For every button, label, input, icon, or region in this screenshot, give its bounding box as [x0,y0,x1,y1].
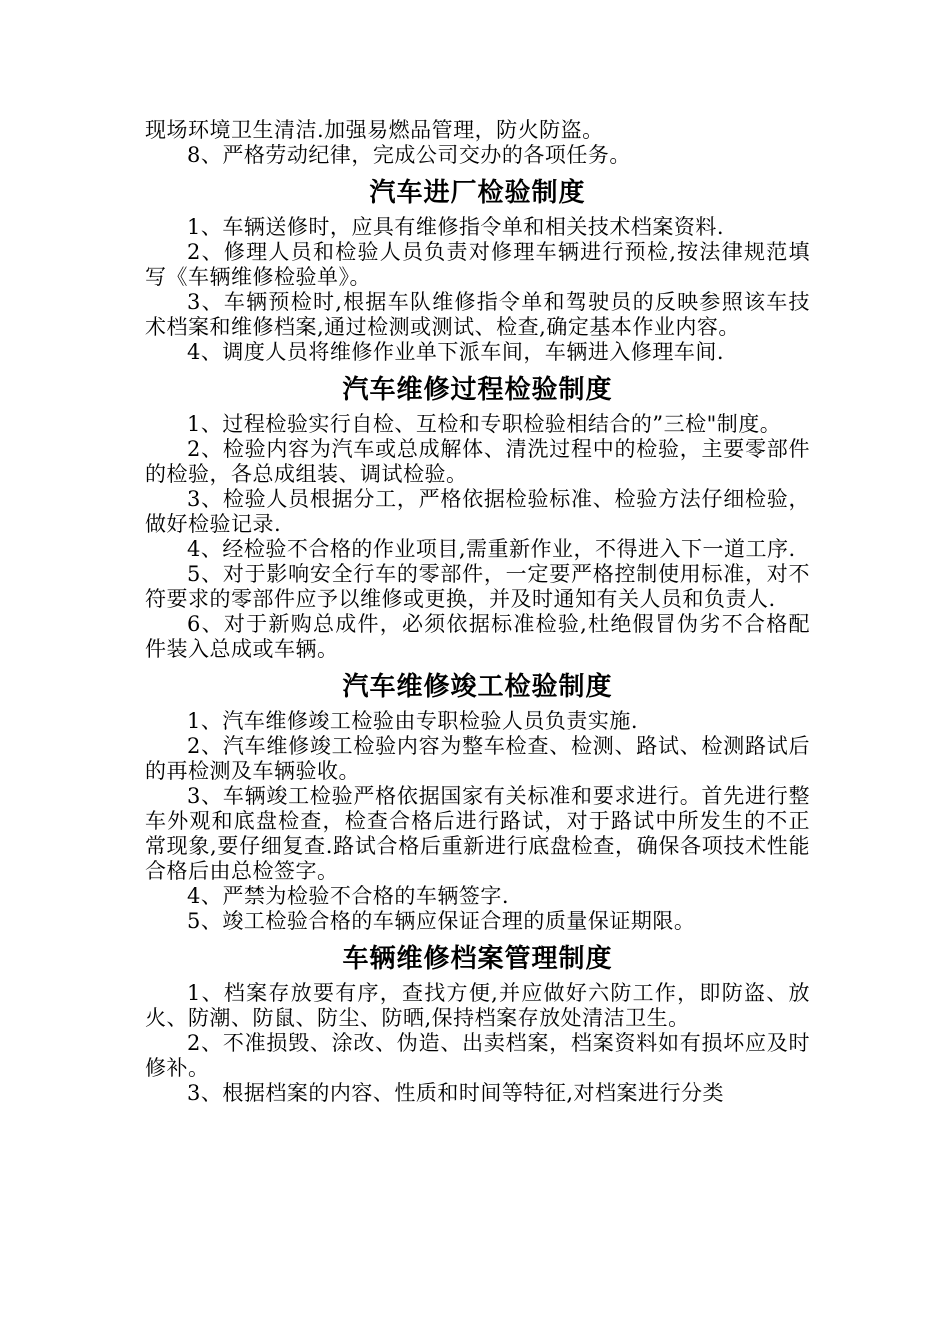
paragraph-continuation: 现场环境卫生清洁.加强易燃品管理，防火防盗。 [145,118,604,142]
list-item: 1、汽车维修竣工检验由专职检验人员负责实施. [187,709,639,733]
list-item: 3、车辆竣工检验严格依据国家有关标准和要求进行。首先进行整车外观和底盘检查，检查合格后进行路试，对于路试中所发生的不正常现象,要仔细复查.路试合格后重新进行底盘检查，确保各项技术性能合格后由总检签字。 [145,784,810,883]
list-item: 5、竣工检验合格的车辆应保证合理的质量保证期限。 [187,909,696,933]
list-item: 1、档案存放要有序，查找方便,并应做好六防工作，即防盗、放火、防潮、防鼠、防尘、防晒,保持档案存放处清洁卫生。 [145,981,810,1030]
list-item: 4、严禁为检验不合格的车辆签字. [187,884,510,908]
list-item: 6、对于新购总成件，必须依据标准检验,杜绝假冒伪劣不合格配件装入总成或车辆。 [145,612,810,661]
list-item: 2、不准损毁、涂改、伪造、出卖档案，档案资料如有损坏应及时修补。 [145,1031,810,1080]
section-title: 汽车维修竣工检验制度 [342,672,613,702]
list-item: 1、过程检验实行自检、互检和专职检验相结合的”三检"制度。 [187,412,782,436]
section-title: 车辆维修档案管理制度 [342,944,613,974]
list-item: 1、车辆送修时，应具有维修指令单和相关技术档案资料. [187,215,725,239]
document-body [145,118,810,1106]
list-item: 4、调度人员将维修作业单下派车间，车辆进入修理车间. [187,340,725,364]
list-item: 3、车辆预检时,根据车队维修指令单和驾驶员的反映参照该车技术档案和维修档案,通过检测或测试、检查,确定基本作业内容。 [145,290,810,339]
list-item: 5、对于影响安全行车的零部件，一定要严格控制使用标准，对不符要求的零部件应予以维修或更换，并及时通知有关人员和负责人. [145,562,810,611]
list-item: 2、汽车维修竣工检验内容为整车检查、检测、路试、检测路试后的再检测及车辆验收。 [145,734,810,783]
list-item: 8、严格劳动纪律，完成公司交办的各项任务。 [187,143,631,167]
list-item: 4、经检验不合格的作业项目,需重新作业，不得进入下一道工序. [187,537,796,561]
list-item: 3、根据档案的内容、性质和时间等特征,对档案进行分类 [187,1081,725,1105]
list-item: 3、检验人员根据分工，严格依据检验标准、检验方法仔细检验，做好检验记录. [145,487,810,536]
section-title: 汽车维修过程检验制度 [342,375,613,405]
section-title: 汽车进厂检验制度 [369,178,586,208]
list-item: 2、修理人员和检验人员负责对修理车辆进行预检,按法律规范填写《车辆维修检验单》。 [145,240,810,289]
list-item: 2、检验内容为汽车或总成解体、清洗过程中的检验，主要零部件的检验，各总成组装、调试检验。 [145,437,810,486]
